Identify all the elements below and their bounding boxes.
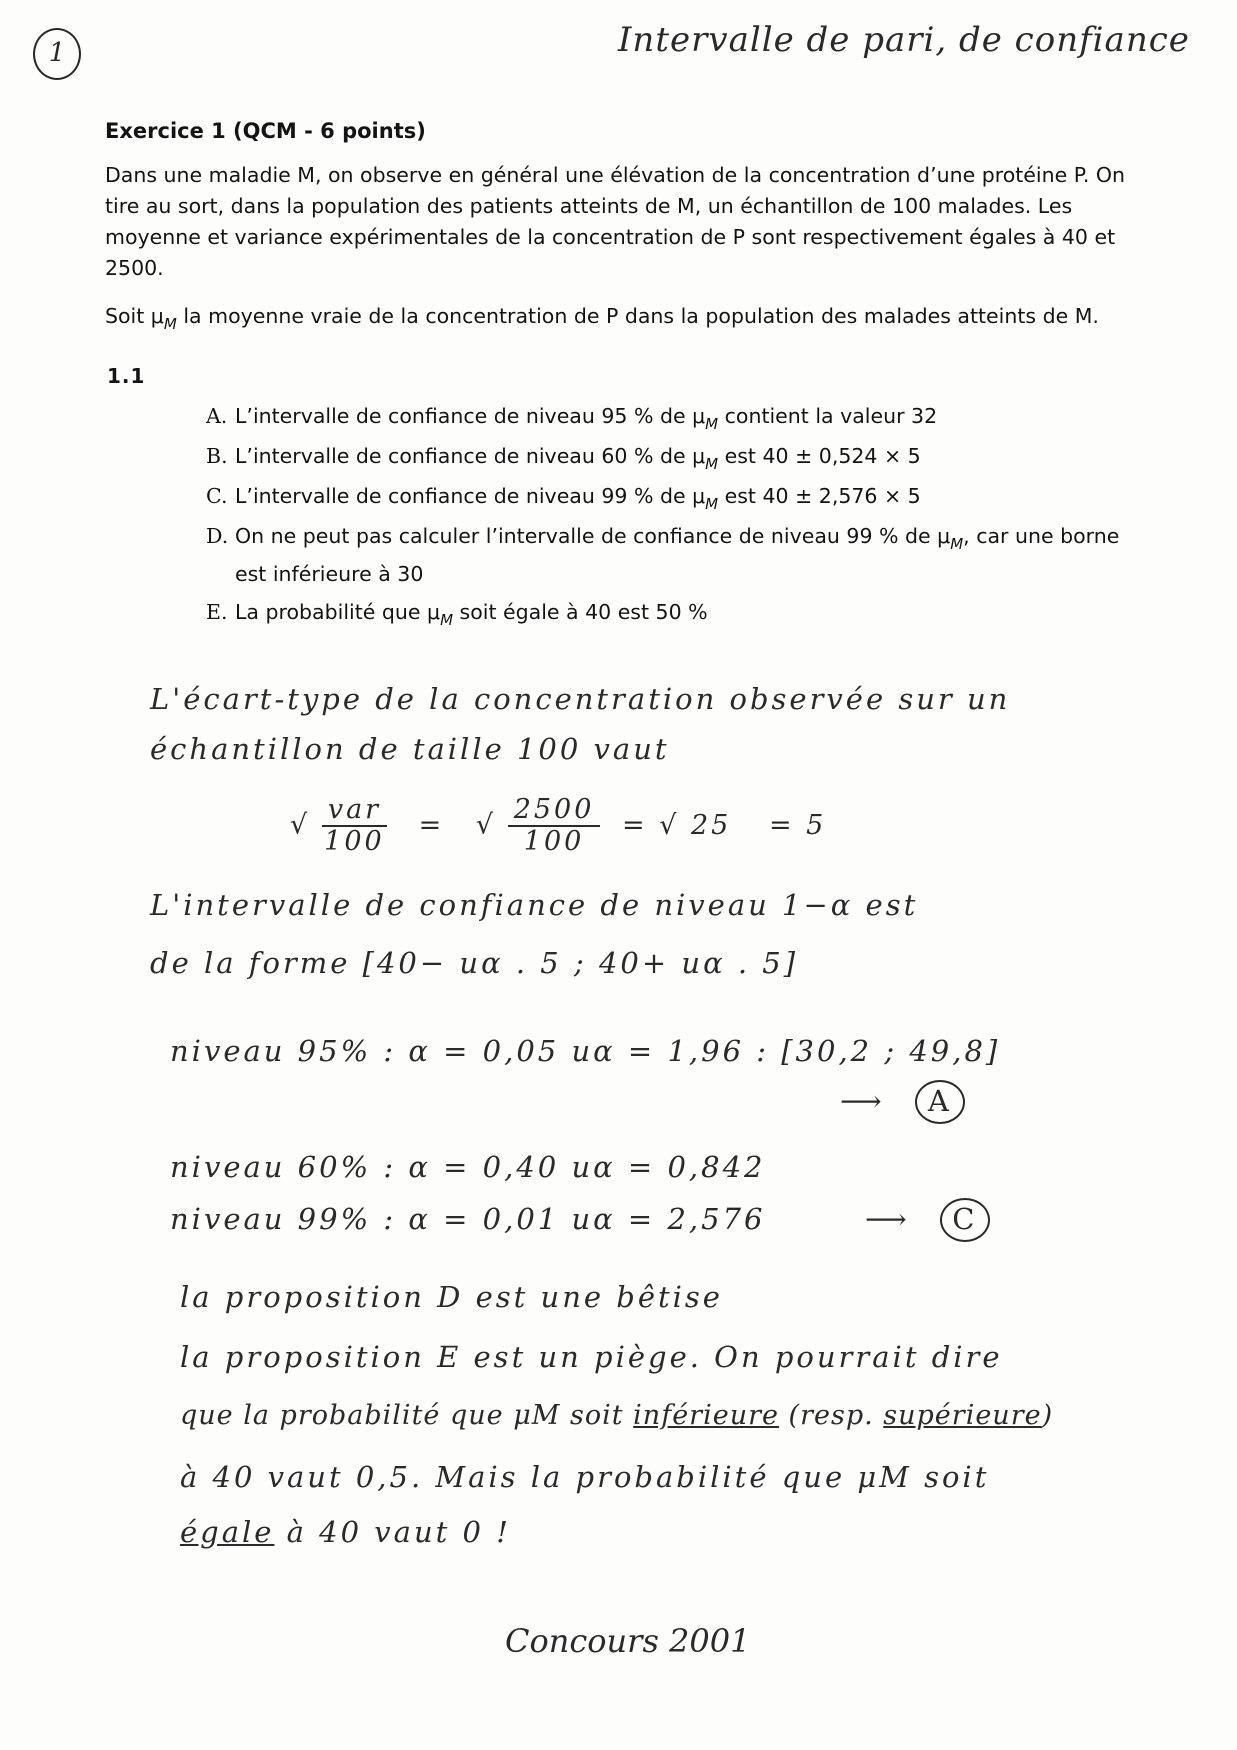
solution-line-5: la proposition D est une bêtise <box>180 1280 723 1314</box>
option-c: C. L’intervalle de confiance de niveau 99 % de $\mu_M$ est 40 ± 2,576 × 5 <box>206 484 921 513</box>
answer-c-circle: C <box>940 1198 990 1242</box>
option-d: D. On ne peut pas calculer l’intervalle de confiance de niveau 99 % de $\mu_M$, car une borne <box>206 524 1120 553</box>
exercise-paragraph <box>105 160 1165 284</box>
level-95-line: niveau 95% : α = 0,05 uα = 1,96 : [30,2 ; 49,8] <box>170 1034 1001 1068</box>
paragraph-line: Dans une maladie M, on observe en général une élévation de la concentration d’une protéine P. On <box>105 163 1126 187</box>
solution-line-8: à 40 vaut 0,5. Mais la probabilité que μM soit <box>180 1460 990 1494</box>
exercise-heading: Exercice 1 (QCM - 6 points) <box>105 119 426 143</box>
paragraph-line: moyenne et variance expérimentales de la concentration de P sont respectivement égales à 40 et <box>105 225 1116 249</box>
solution-line-6: la proposition E est un piège. On pourrait dire <box>180 1340 1003 1374</box>
level-99-line: niveau 99% : α = 0,01 uα = 2,576 <box>170 1202 766 1236</box>
solution-line-2: échantillon de taille 100 vaut <box>150 732 670 766</box>
std-dev-formula: √ $\frac{\text{var}}{100}$ = √ $\frac{2500}{100}$ = √ 25 = 5 <box>290 794 827 857</box>
page-number-circle <box>33 28 81 80</box>
answer-a-circle: A <box>915 1080 965 1124</box>
solution-line-9: égale à 40 vaut 0 ! <box>180 1515 511 1549</box>
fraction-var-over-100: $\frac{\text{var}}{100}$ <box>322 795 387 857</box>
solution-line-3: L'intervalle de confiance de niveau 1−α est <box>150 888 919 922</box>
paragraph-line: tire au sort, dans la population des patients atteints de M, un échantillon de 100 malades. Les <box>105 194 1073 218</box>
paragraph-line: 2500. <box>105 256 164 280</box>
arrow-icon: ⟶ <box>865 1202 910 1236</box>
level-60-line: niveau 60% : α = 0,40 uα = 0,842 <box>170 1150 766 1184</box>
solution-line-1: L'écart-type de la concentration observée sur un <box>150 682 1011 716</box>
answer-c-marker <box>865 1198 990 1242</box>
option-d-continuation: est inférieure à 30 <box>235 562 424 586</box>
definition-line: Soit $\mu_M$ la moyenne vraie de la concentration de P dans la population des malades atteints de M. <box>105 304 1099 333</box>
topic-title: Intervalle de pari, de confiance <box>618 20 1190 60</box>
fraction-2500-over-100: $\frac{2500}{100}$ <box>508 795 601 857</box>
solution-line-7: que la probabilité que μM soit inférieure (resp. supérieure) <box>180 1400 1054 1431</box>
question-number: 1.1 <box>107 364 146 388</box>
answer-a-marker <box>840 1080 965 1124</box>
solution-line-4: de la forme [40− uα . 5 ; 40+ uα . 5] <box>150 946 799 980</box>
arrow-icon: ⟶ <box>840 1084 885 1118</box>
option-e: E. La probabilité que $\mu_M$ soit égale à 40 est 50 % <box>206 600 708 629</box>
footer-source: Concours 2001 <box>505 1622 751 1660</box>
option-a: A. L’intervalle de confiance de niveau 95 % de $\mu_M$ contient la valeur 32 <box>206 404 938 433</box>
option-b: B. L’intervalle de confiance de niveau 60 % de $\mu_M$ est 40 ± 0,524 × 5 <box>206 444 921 473</box>
page-number: 1 <box>48 38 66 68</box>
